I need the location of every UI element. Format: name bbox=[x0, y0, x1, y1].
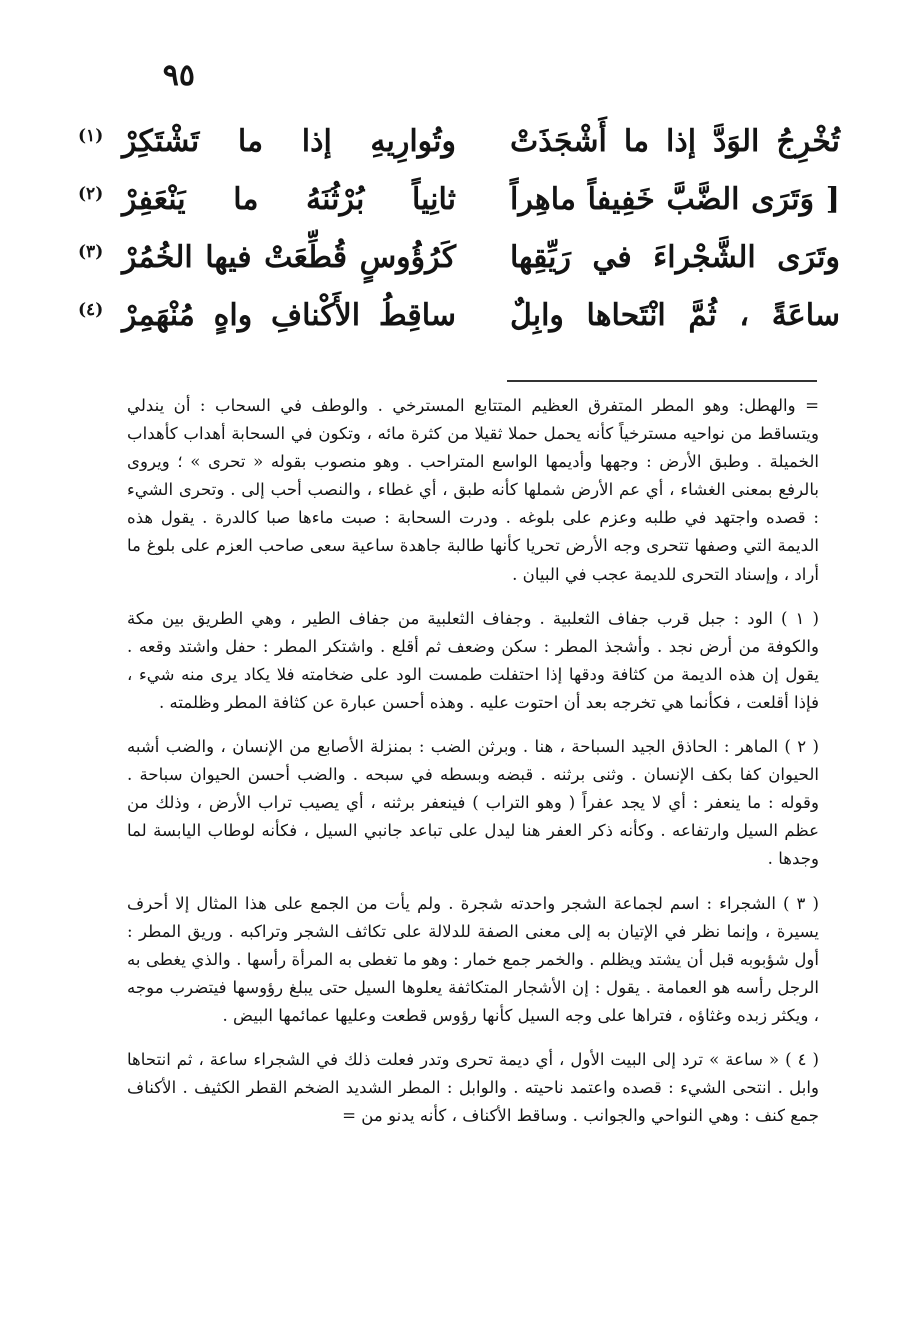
verse-line bbox=[78, 116, 840, 174]
verse-block bbox=[78, 116, 840, 348]
footnote-reference: (٤) bbox=[78, 300, 104, 320]
verse-first-hemistich: [ وَتَرَى الضَّبَّ خَفِيفاً ماهِراً bbox=[510, 182, 840, 217]
footnote-reference: (٣) bbox=[78, 242, 104, 262]
verse-second-hemistich: وتُوارِيهِ إذا ما تَشْتَكِرْ bbox=[122, 124, 456, 159]
footnote-divider bbox=[507, 380, 817, 382]
footnotes bbox=[127, 392, 819, 1138]
page-number: ٩٥ bbox=[162, 58, 195, 93]
footnote-reference: (١) bbox=[78, 126, 104, 146]
footnote-reference: (٢) bbox=[78, 184, 104, 204]
verse-line bbox=[78, 174, 840, 232]
footnote-4: ( ٤ ) « ساعة » ترد إلى البيت الأول ، أي ديمة تحرى وتدر فعلت ذلك في الشجراء ساعة ، ثم انتحاها وابل . انتحى الشيء : قصده واعتمد ناحيته . والوابل : المطر الشديد الضخم القطر الكثيف . الأكناف جمع كنف : وهي النواحي والجوانب . وساقط الأكناف ، كأنه يدنو من = bbox=[127, 1049, 819, 1126]
footnote-1: ( ١ ) الود : جبل قرب جفاف الثعلبية . وجفاف الثعلبية من جفاف الطير ، وهي الطريق بين مكة والكوفة من أرض نجد . وأشجذ المطر : سكن وضعف ثم أقلع . واشتكر المطر : حفل واشتد وقعه . يقول إن هذه الديمة من كثافة ودقها إذا احتفلت طمست الود على ضخامته فلا يكاد يرى منه شيء ، فإذا أقلعت ، فكأنما هي تخرجه بعد أن احتوت عليه . وهذه أحسن عبارة عن كثافة المطر وظلمته . bbox=[127, 608, 820, 712]
verse-first-hemistich: ساعَةً ، ثُمَّ انْتَحاها وابِلٌ bbox=[510, 298, 840, 333]
verse-first-hemistich: وتَرَى الشَّجْراءَ في رَيِّقِها bbox=[510, 240, 840, 275]
verse-line bbox=[78, 290, 840, 348]
verse-second-hemistich: ثانِياً بُرْثُنَهُ ما يَنْعَفِرْ bbox=[122, 182, 456, 217]
verse-second-hemistich: ساقِطُ الأَكْنافِ واهٍ مُنْهَمِرْ bbox=[122, 298, 456, 333]
verse-first-hemistich: تُخْرِجُ الوَدَّ إذا ما أَشْجَذَتْ bbox=[510, 124, 840, 159]
verse-line bbox=[78, 232, 840, 290]
footnote-2: ( ٢ ) الماهر : الحاذق الجيد السباحة ، هنا . وبرثن الضب : بمنزلة الأصابع من الإنسان ، والضب أشبه الحيوان كفا بكف الإنسان . وثنى برثنه . قبضه وبسطه في سبحه . والضب أحسن الحيوان سباحة . وقوله : ما ينعفر : أي لا يجد عفراً ( وهو التراب ) فينعفر برثنه ، أي يصيب تراب الأرض ، وذلك من عظم السيل وارتفاعه . وكأنه ذكر العفر هنا ليدل على تباعد جانبي السيل ، فكأنه لوطاب اليابسة لما وجدها . bbox=[127, 737, 819, 869]
footnote-continuation: = والهطل: وهو المطر المتفرق العظيم المتتابع المسترخي . والوطف في السحاب : أن يندلي ويتساقط من نواحيه مسترخياً كأنه يحمل حملا ثقيلا من كثرة مائه ، وتكون في السحابة أهداب كأهداب الخميلة . وطبق الأرض : وجهها وأديمها الواسع المتراحب . وهو منصوب بقوله « تحرى » ؛ ويروى بالرفع بمعنى الغشاء ، أي عم الأرض شملها كأنه طبق ، أي غطاء ، والنصب أحب إلى . وتحرى الشيء : قصده واجتهد في طلبه وعزم على بلوغه . ودرت السحابة : صبت ماءها صبا كالدرة . يقول هذه الديمة التي وصفها تتحرى وجه الأرض تحريا كأنها طالبة جاهدة ساعية سعى صاحب العزم على بلوغ ما أراد ، وإسناد التحرى للديمة عجب في البيان . bbox=[127, 396, 820, 584]
verse-second-hemistich: كَرُؤُوسٍ قُطِّعَتْ فيها الخُمُرْ bbox=[122, 240, 456, 275]
footnote-3: ( ٣ ) الشجراء : اسم لجماعة الشجر واحدته شجرة . ولم يأت من الجمع على هذا المثال إلا أحرف يسيرة ، وإنما نظر في الإتيان به إلى معنى الصفة للدلالة على تكاثف الشجر وتراكبه . وريق المطر : أول شؤبوبه قبل أن يشتد ويظلم . والخمر جمع خمار : وهو ما تغطى به المرأة رأسها . والذي يغطى به الرجل رأسه هو العمامة . يقول : إن الأشجار المتكاثفة يعلوها السيل حتى يبلغ رؤوسها فيتضرب موجه ، ويكثر زبده وغثاؤه ، فتراها على وجه السيل كأنها رؤوس قطعت وعليها عمائمها البيض . bbox=[127, 893, 820, 1025]
